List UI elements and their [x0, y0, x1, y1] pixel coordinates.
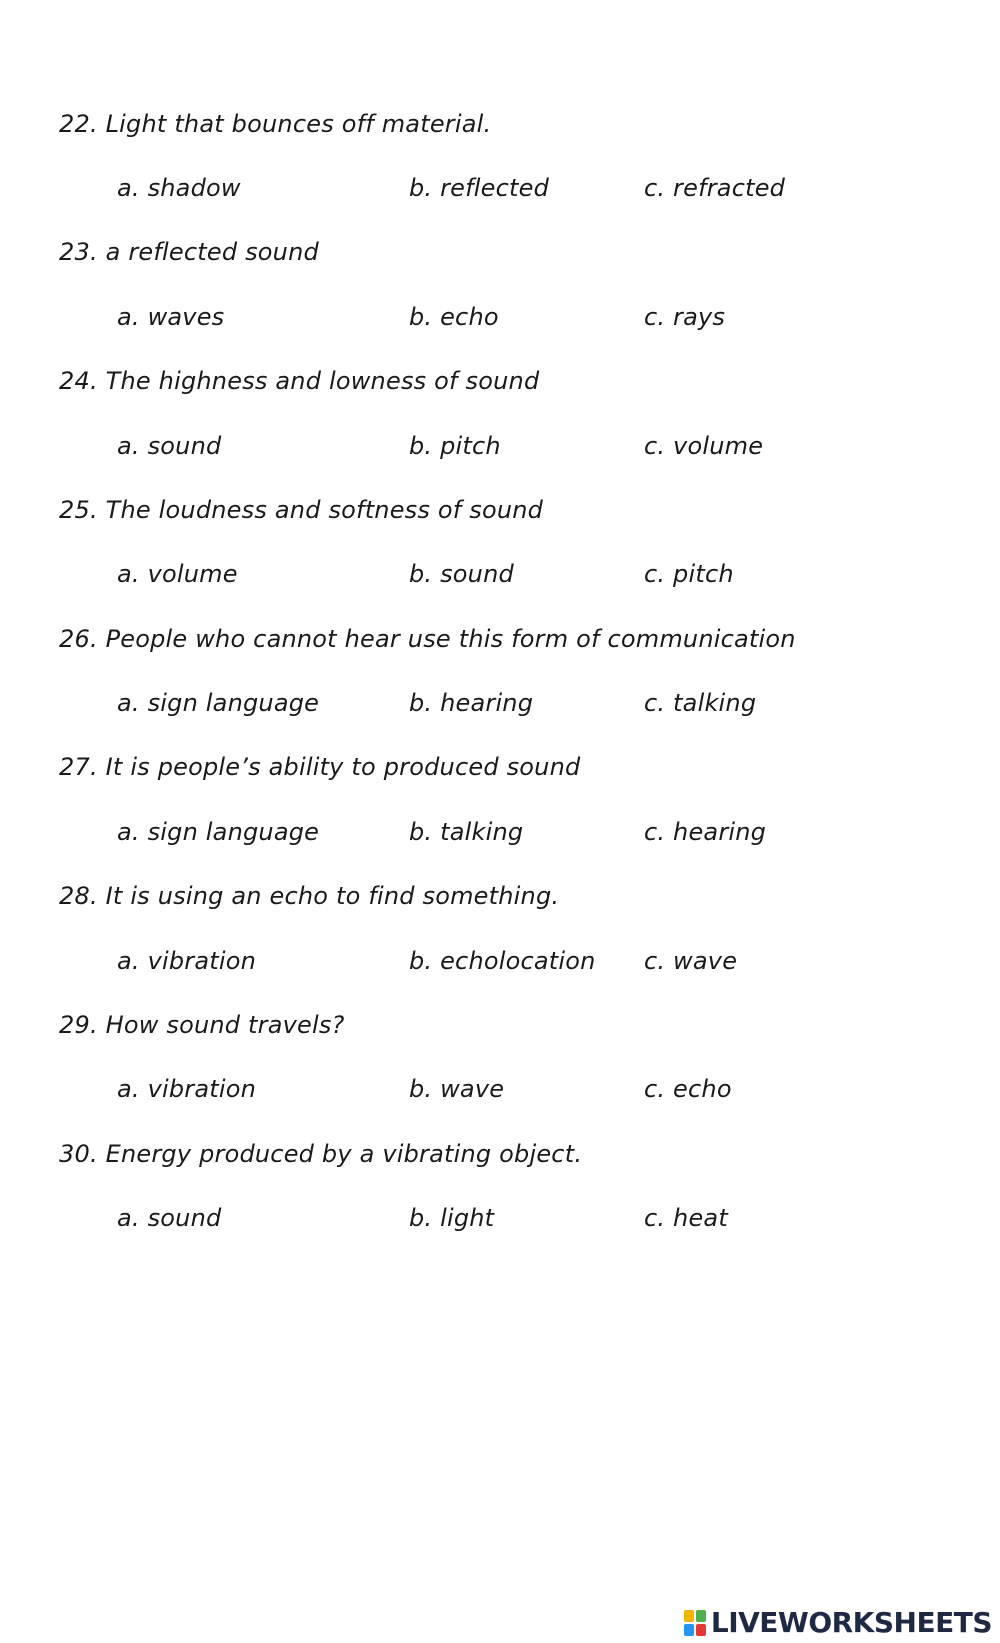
question-27-option-b[interactable]: b. talking — [409, 818, 524, 846]
question-29-option-b[interactable]: b. wave — [409, 1075, 505, 1103]
question-30-option-c[interactable]: c. heat — [644, 1204, 728, 1232]
question-22-option-c[interactable]: c. refracted — [644, 174, 786, 202]
question-29-option-a[interactable]: a. vibration — [117, 1075, 257, 1103]
question-25-option-c[interactable]: c. pitch — [644, 560, 734, 588]
question-29-option-c[interactable]: c. echo — [644, 1075, 732, 1103]
question-25-option-b[interactable]: b. sound — [409, 560, 514, 588]
liveworksheets-logo-icon — [683, 1609, 707, 1637]
question-22-option-a[interactable]: a. shadow — [117, 174, 241, 202]
question-28-option-a[interactable]: a. vibration — [117, 947, 257, 975]
question-26-option-b[interactable]: b. hearing — [409, 689, 534, 717]
question-30-option-b[interactable]: b. light — [409, 1204, 495, 1232]
question-23-option-b[interactable]: b. echo — [409, 303, 499, 331]
question-27-option-a[interactable]: a. sign language — [117, 818, 320, 846]
question-26: 26. People who cannot hear use this form of communication — [59, 625, 796, 653]
question-24-option-b[interactable]: b. pitch — [409, 432, 501, 460]
question-27-option-c[interactable]: c. hearing — [644, 818, 767, 846]
question-22-option-b[interactable]: b. reflected — [409, 174, 550, 202]
question-23-option-c[interactable]: c. rays — [644, 303, 726, 331]
question-24-option-c[interactable]: c. volume — [644, 432, 764, 460]
question-26-option-c[interactable]: c. talking — [644, 689, 757, 717]
question-25: 25. The loudness and softness of sound — [59, 496, 544, 524]
question-28-option-b[interactable]: b. echolocation — [409, 947, 596, 975]
liveworksheets-brand — [683, 1606, 992, 1639]
question-24-option-a[interactable]: a. sound — [117, 432, 222, 460]
question-29: 29. How sound travels? — [59, 1011, 345, 1039]
question-26-option-a[interactable]: a. sign language — [117, 689, 320, 717]
question-23: 23. a reflected sound — [59, 238, 319, 266]
question-30: 30. Energy produced by a vibrating object. — [59, 1140, 583, 1168]
question-22: 22. Light that bounces off material. — [59, 110, 492, 138]
question-30-option-a[interactable]: a. sound — [117, 1204, 222, 1232]
brand-name: LIVEWORKSHEETS — [710, 1606, 992, 1639]
question-24: 24. The highness and lowness of sound — [59, 367, 540, 395]
question-28-option-c[interactable]: c. wave — [644, 947, 738, 975]
question-27: 27. It is people’s ability to produced sound — [59, 753, 581, 781]
question-28: 28. It is using an echo to find something. — [59, 882, 560, 910]
question-23-option-a[interactable]: a. waves — [117, 303, 225, 331]
question-25-option-a[interactable]: a. volume — [117, 560, 238, 588]
